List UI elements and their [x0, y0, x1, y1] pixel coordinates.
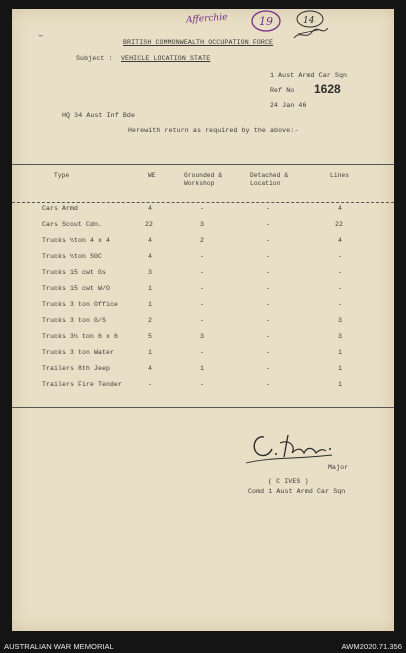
- ref-number-stamp: 1628: [314, 82, 341, 96]
- cell-type: Trucks 3 ton G/S: [42, 317, 107, 324]
- cell-lines: -: [338, 269, 343, 276]
- circled-number-right: [288, 10, 332, 44]
- cell-detached: -: [266, 221, 271, 228]
- cell-grounded: -: [200, 205, 205, 212]
- cell-detached: -: [266, 317, 271, 324]
- cell-we: 4: [148, 237, 153, 244]
- cell-we: -: [148, 381, 153, 388]
- col-grounded-line2: Workshop: [184, 180, 215, 187]
- signatory-appointment: Comd 1 Aust Armd Car Sqn: [248, 488, 346, 495]
- cell-type: Cars Armd: [42, 205, 79, 212]
- cell-detached: -: [266, 301, 271, 308]
- signature-handwriting: [240, 427, 340, 467]
- handwritten-annotation: Afferchie: [185, 12, 228, 26]
- cell-we: 5: [148, 333, 153, 340]
- cell-detached: -: [266, 237, 271, 244]
- cell-detached: -: [266, 349, 271, 356]
- cell-we: 22: [145, 221, 154, 228]
- cell-lines: 1: [338, 349, 343, 356]
- cell-we: 4: [148, 365, 153, 372]
- cell-grounded: -: [200, 381, 205, 388]
- subject-label: Subject :: [76, 55, 113, 62]
- col-detached-line1: Detached &: [250, 172, 289, 179]
- cell-we: 1: [148, 285, 153, 292]
- cell-type: Trucks ½ton SGC: [42, 253, 103, 260]
- cell-we: 2: [148, 317, 153, 324]
- col-detached-line2: Location: [250, 180, 281, 187]
- cell-type: Cars Scout Cdn.: [42, 221, 103, 228]
- cell-lines: -: [338, 301, 343, 308]
- cell-lines: -: [338, 253, 343, 260]
- cell-type: Trucks 3 ton Water: [42, 349, 115, 356]
- cell-type: Trucks ½ton 4 x 4: [42, 237, 111, 244]
- signatory-rank: Major: [328, 464, 349, 471]
- cell-grounded: -: [200, 253, 205, 260]
- unit-name: 1 Aust Armd Car Sqn: [270, 72, 348, 79]
- cell-grounded: -: [200, 349, 205, 356]
- col-type: Type: [54, 172, 70, 179]
- cell-detached: -: [266, 253, 271, 260]
- cell-type: Trucks 15 cwt Gs: [42, 269, 107, 276]
- cell-we: 4: [148, 253, 153, 260]
- cell-detached: -: [266, 269, 271, 276]
- cell-lines: 22: [335, 221, 344, 228]
- cell-grounded: 3: [200, 221, 205, 228]
- cell-lines: 1: [338, 365, 343, 372]
- cell-grounded: -: [200, 269, 205, 276]
- footer-accession-number: AWM2020.71.356: [341, 642, 402, 651]
- cell-detached: -: [266, 381, 271, 388]
- addressee: HQ 34 Aust Inf Bde: [62, 112, 136, 119]
- cell-detached: -: [266, 285, 271, 292]
- cell-grounded: 2: [200, 237, 205, 244]
- cell-we: 1: [148, 301, 153, 308]
- ref-label: Ref No: [270, 87, 295, 94]
- cell-we: 4: [148, 205, 153, 212]
- cell-lines: 3: [338, 333, 343, 340]
- cell-type: Trailers 8th Jeep: [42, 365, 111, 372]
- cell-detached: -: [266, 333, 271, 340]
- circle-right-text: 14: [303, 16, 315, 26]
- margin-mark: –: [38, 31, 44, 41]
- cell-grounded: 1: [200, 365, 205, 372]
- document-date: 24 Jan 46: [270, 102, 307, 109]
- footer-institution: AUSTRALIAN WAR MEMORIAL: [4, 642, 114, 651]
- cell-type: Trucks 3½ ton 6 x 6: [42, 333, 119, 340]
- cell-type: Trucks 3 ton Office: [42, 301, 119, 308]
- intro-text: Herewith return as required by the above:-: [128, 127, 299, 134]
- circled-number-left: [248, 9, 288, 33]
- cell-we: 3: [148, 269, 153, 276]
- cell-lines: -: [338, 285, 343, 292]
- document-page: [12, 9, 394, 631]
- cell-grounded: -: [200, 317, 205, 324]
- cell-detached: -: [266, 205, 271, 212]
- table-header-rule: [12, 202, 394, 203]
- cell-type: Trailers Fire Tender: [42, 381, 123, 388]
- col-grounded-line1: Grounded &: [184, 172, 223, 179]
- circle-left-text: 19: [259, 15, 273, 28]
- archive-footer: [0, 640, 406, 653]
- subject-value: VEHICLE LOCATION STATE: [121, 55, 211, 62]
- document-title: BRITISH COMMONWEALTH OCCUPATION FORCE: [123, 39, 274, 46]
- cell-type: Trucks 15 cwt W/O: [42, 285, 111, 292]
- cell-grounded: -: [200, 301, 205, 308]
- cell-grounded: -: [200, 285, 205, 292]
- table-bottom-rule: [12, 407, 394, 408]
- cell-detached: -: [266, 365, 271, 372]
- col-we: WE: [148, 172, 156, 179]
- cell-lines: 1: [338, 381, 343, 388]
- signatory-name: ( C IVES ): [268, 478, 309, 485]
- signature-text: C. Ives.: [240, 427, 245, 428]
- cell-lines: 4: [338, 205, 343, 212]
- cell-lines: 4: [338, 237, 343, 244]
- cell-we: 1: [148, 349, 153, 356]
- cell-lines: 3: [338, 317, 343, 324]
- col-lines: Lines: [330, 172, 350, 179]
- table-top-rule: [12, 164, 394, 165]
- cell-grounded: 3: [200, 333, 205, 340]
